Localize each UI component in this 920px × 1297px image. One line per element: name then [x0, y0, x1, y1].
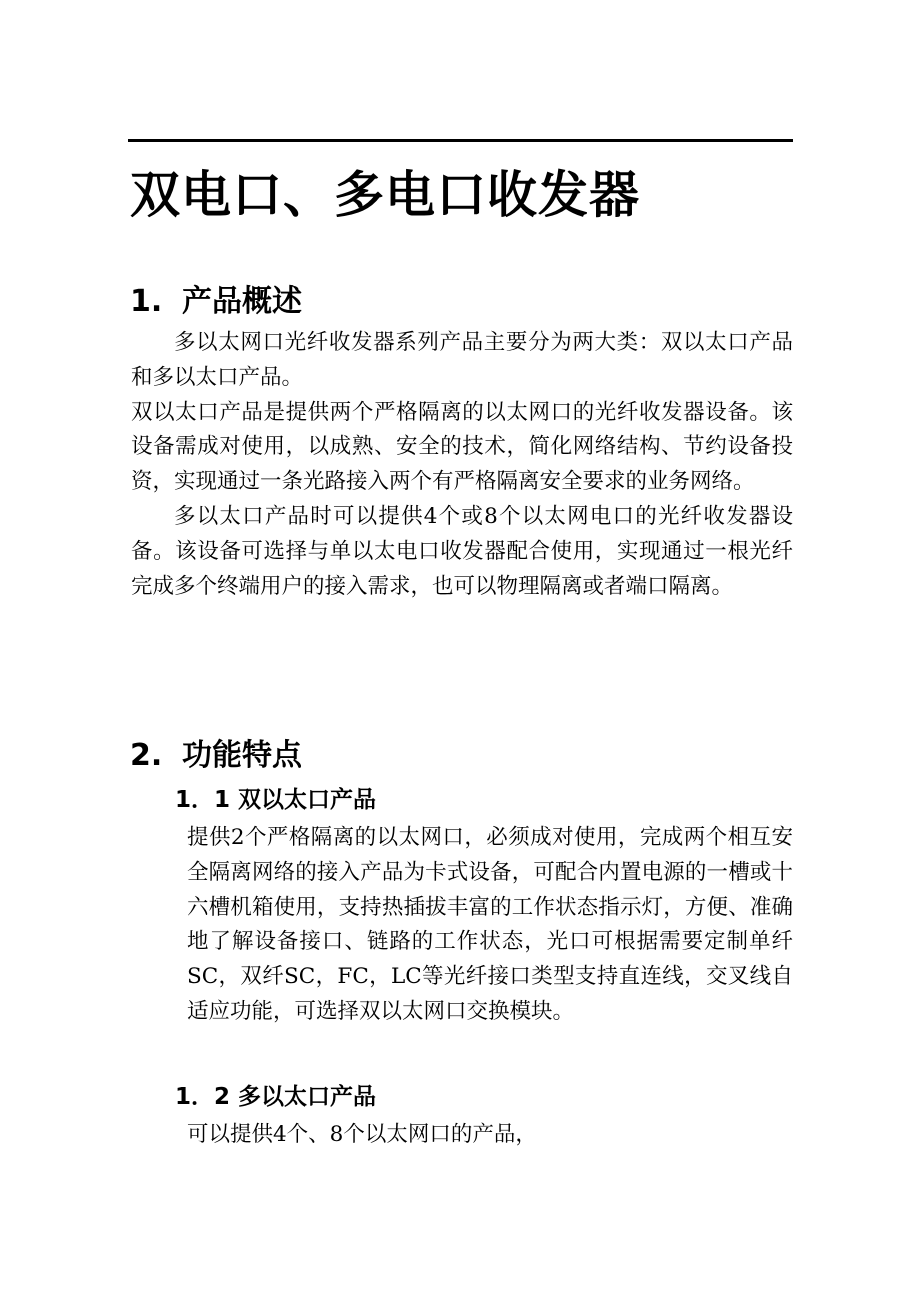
dual-port-body: [187, 821, 793, 1030]
overview-paragraph: 多以太口产品时可以提供4个或8个以太网电口的光纤收发器设备。该设备可选择与单以太电口收发器配合使用，实现通过一根光纤完成多个终端用户的接入需求，也可以物理隔离或者端口隔离。: [131, 503, 793, 599]
subsection-heading-text: 双以太口产品: [238, 787, 377, 813]
title-rule: [128, 139, 793, 142]
subsection-heading-dual: [175, 783, 376, 817]
overview-body: [131, 326, 793, 604]
overview-paragraph: 多以太网口光纤收发器系列产品主要分为两大类：双以太口产品和多以太口产品。: [131, 330, 793, 390]
section-number: 2.: [130, 738, 163, 773]
subsection-heading-text: 多以太口产品: [238, 1084, 377, 1110]
multi-port-body: [187, 1118, 793, 1153]
subsection-number: 1．2: [175, 1084, 231, 1110]
document-title: 双电口、多电口收发器: [130, 166, 640, 224]
subsection-number: 1．1: [175, 787, 231, 813]
section-heading-text: 产品概述: [182, 284, 302, 319]
section-heading-overview: [130, 280, 302, 324]
section-heading-features: [130, 734, 302, 778]
overview-paragraph: 双以太口产品是提供两个严格隔离的以太网口的光纤收发器设备。该设备需成对使用，以成熟、安全的技术，简化网络结构、节约设备投资，实现通过一条光路接入两个有严格隔离安全要求的业务网络。: [131, 399, 793, 495]
multi-port-paragraph: 可以提供4个、8个以太网口的产品，: [187, 1122, 537, 1147]
subsection-heading-multi: [175, 1080, 376, 1114]
dual-port-paragraph: 提供2个严格隔离的以太网口，必须成对使用，完成两个相互安全隔离网络的接入产品为卡式设备，可配合内置电源的一槽或十六槽机箱使用，支持热插拔丰富的工作状态指示灯，方便、准确地了解设备接口、链路的工作状态，光口可根据需要定制单纤SC，双纤SC，FC，LC等光纤接口类型支持直连线，交叉线自适应功能，可选择双以太网口交换模块。: [187, 825, 793, 1024]
section-heading-text: 功能特点: [182, 738, 302, 773]
section-number: 1.: [130, 284, 163, 319]
